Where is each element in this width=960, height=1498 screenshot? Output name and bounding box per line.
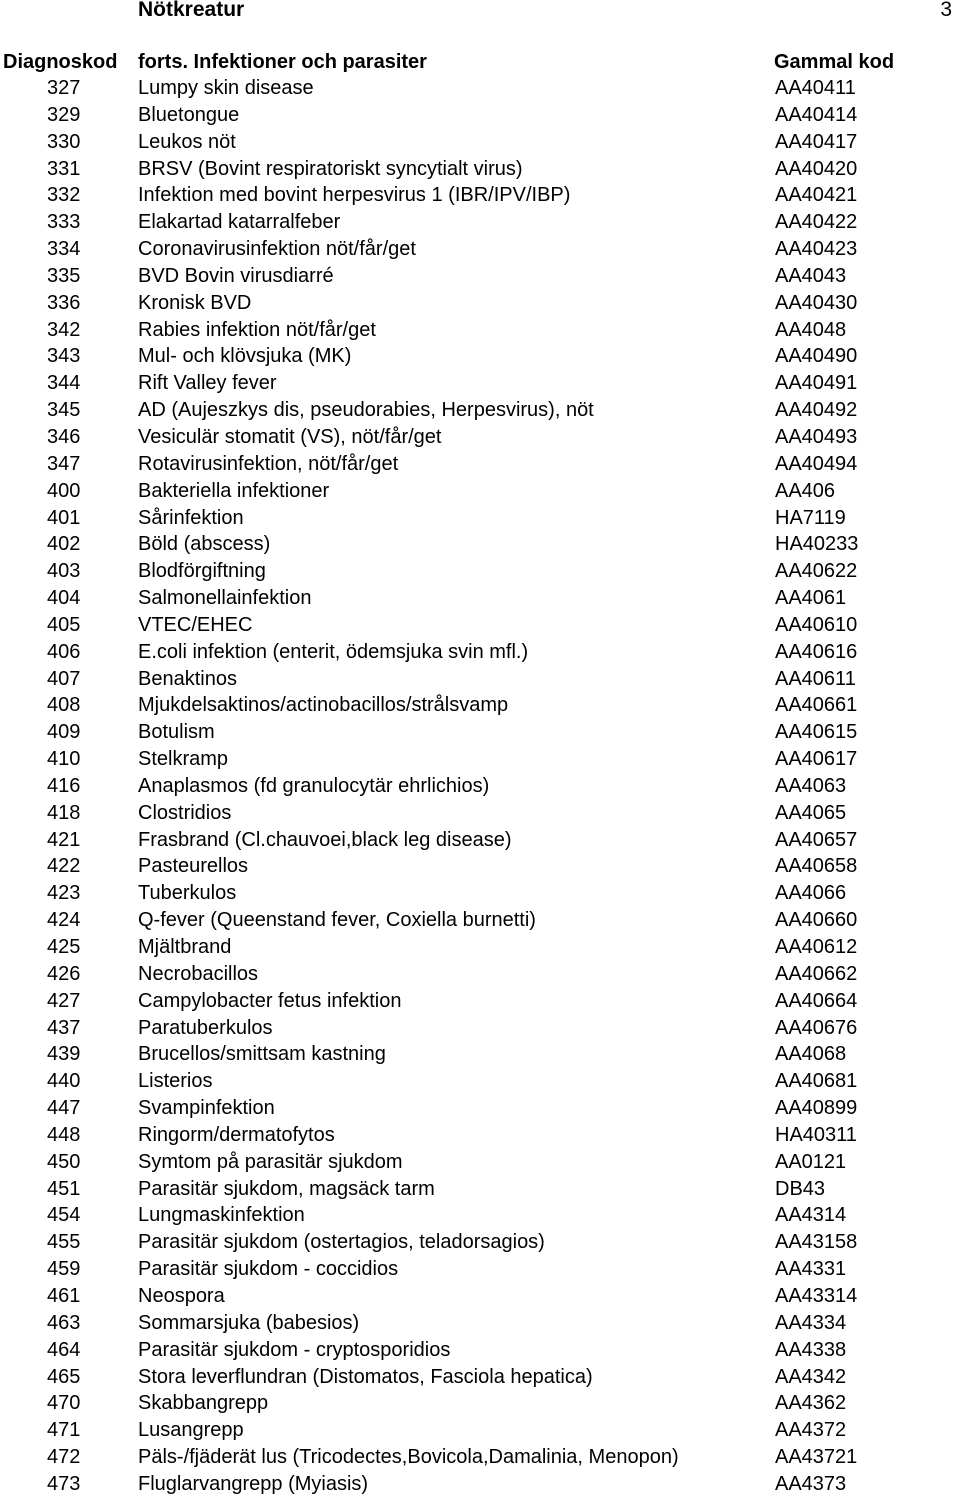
page-title: Nötkreatur xyxy=(138,0,245,21)
table-row xyxy=(0,1256,960,1283)
table-row xyxy=(0,1471,960,1498)
diagnosis-description: Stora leverflundran (Distomatos, Fasciola hepatica) xyxy=(138,1365,593,1388)
diagnosis-code: 459 xyxy=(47,1258,81,1281)
diagnosis-description: Brucellos/smittsam kastning xyxy=(138,1043,386,1066)
table-row xyxy=(0,317,960,344)
diagnosis-code: 404 xyxy=(47,587,81,610)
diagnosis-code: 418 xyxy=(47,801,81,824)
diagnosis-code: 342 xyxy=(47,318,81,341)
diagnosis-code: 470 xyxy=(47,1392,81,1415)
diagnosis-code: 421 xyxy=(47,828,81,851)
table-row xyxy=(0,343,960,370)
diagnosis-description: Tuberkulos xyxy=(138,882,237,905)
diagnosis-description: Bluetongue xyxy=(138,103,240,126)
diagnosis-description: Rotavirusinfektion, nöt/får/get xyxy=(138,452,399,475)
diagnosis-code: 465 xyxy=(47,1365,81,1388)
diagnosis-code: 406 xyxy=(47,640,81,663)
diagnosis-code: 331 xyxy=(47,157,81,180)
table-row xyxy=(0,1068,960,1095)
old-code: AA40494 xyxy=(775,452,858,475)
table-row xyxy=(0,800,960,827)
diagnosis-description: Vesiculär stomatit (VS), nöt/får/get xyxy=(138,425,442,448)
old-code: AA0121 xyxy=(775,1150,847,1173)
old-code: AA40417 xyxy=(775,130,858,153)
table-row xyxy=(0,988,960,1015)
old-code: AA40660 xyxy=(775,909,858,932)
diagnosis-code: 401 xyxy=(47,506,81,529)
diagnosis-description: Anaplasmos (fd granulocytär ehrlichios) xyxy=(138,774,490,797)
old-code: AA4065 xyxy=(775,801,847,824)
diagnosis-code: 427 xyxy=(47,989,81,1012)
table-row xyxy=(0,1229,960,1256)
column-header-code: Diagnoskod xyxy=(3,51,118,73)
diagnosis-code: 336 xyxy=(47,291,81,314)
diagnosis-description: Parasitär sjukdom, magsäck tarm xyxy=(138,1177,435,1200)
diagnosis-code: 473 xyxy=(47,1472,81,1495)
old-code: AA40423 xyxy=(775,238,858,261)
diagnosis-code: 403 xyxy=(47,560,81,583)
diagnosis-description: Sommarsjuka (babesios) xyxy=(138,1311,360,1334)
diagnosis-code: 327 xyxy=(47,77,81,99)
diagnosis-description: AD (Aujeszkys dis, pseudorabies, Herpesvirus), nöt xyxy=(138,399,594,422)
diagnosis-code: 400 xyxy=(47,479,81,502)
old-code: AA4048 xyxy=(775,318,847,341)
table-row xyxy=(0,263,960,290)
diagnosis-description: Svampinfektion xyxy=(138,1097,275,1120)
diagnosis-code: 461 xyxy=(47,1284,81,1307)
old-code: AA4362 xyxy=(775,1392,847,1415)
table-row xyxy=(0,907,960,934)
old-code: AA40411 xyxy=(775,77,856,99)
old-code: AA4043 xyxy=(775,264,847,287)
table-row xyxy=(0,505,960,532)
diagnosis-description: Böld (abscess) xyxy=(138,533,271,556)
old-code: AA40422 xyxy=(775,211,858,234)
old-code: AA4063 xyxy=(775,774,847,797)
table-row xyxy=(0,719,960,746)
diagnosis-code: 410 xyxy=(47,748,81,771)
diagnosis-description: Pasteurellos xyxy=(138,855,249,878)
diagnosis-code: 347 xyxy=(47,452,81,475)
old-code: AA4314 xyxy=(775,1204,847,1227)
diagnosis-code: 423 xyxy=(47,882,81,905)
diagnosis-description: E.coli infektion (enterit, ödemsjuka svin mfl.) xyxy=(138,640,529,663)
diagnosis-description: Neospora xyxy=(138,1284,225,1307)
diagnosis-code: 472 xyxy=(47,1446,81,1469)
table-row xyxy=(0,773,960,800)
table-row xyxy=(0,209,960,236)
old-code: HA40311 xyxy=(775,1123,857,1146)
old-code: AA40622 xyxy=(775,560,858,583)
diagnosis-description: BVD Bovin virusdiarré xyxy=(138,264,334,287)
old-code: AA40658 xyxy=(775,855,858,878)
diagnosis-code: 345 xyxy=(47,399,81,422)
diagnosis-code: 402 xyxy=(47,533,81,556)
diagnosis-description: Parasitär sjukdom - coccidios xyxy=(138,1258,399,1281)
diagnosis-description: Ringorm/dermatofytos xyxy=(138,1123,335,1146)
old-code: AA40664 xyxy=(775,989,858,1012)
diagnosis-code: 463 xyxy=(47,1311,81,1334)
table-row xyxy=(0,129,960,156)
table-row xyxy=(0,692,960,719)
table-row xyxy=(0,290,960,317)
diagnosis-description: Stelkramp xyxy=(138,748,229,771)
diagnosis-code: 450 xyxy=(47,1150,81,1173)
table-row xyxy=(0,666,960,693)
diagnosis-description: Rift Valley fever xyxy=(138,372,277,395)
table-row xyxy=(0,585,960,612)
diagnosis-description: Päls-/fjäderät lus (Tricodectes,Bovicola,Damalinia, Menopon) xyxy=(138,1446,679,1469)
column-header-description: forts. Infektioner och parasiter xyxy=(138,51,427,73)
old-code: AA4331 xyxy=(775,1258,847,1281)
diagnosis-description: Lungmaskinfektion xyxy=(138,1204,305,1227)
old-code: AA40681 xyxy=(775,1070,858,1093)
old-code: AA4066 xyxy=(775,882,847,905)
old-code: AA43158 xyxy=(775,1231,858,1254)
old-code: AA40615 xyxy=(775,721,858,744)
diagnosis-code: 344 xyxy=(47,372,81,395)
diagnosis-description: Mjältbrand xyxy=(138,936,232,958)
old-code: AA40616 xyxy=(775,640,858,663)
old-code: AA40421 xyxy=(775,184,858,207)
diagnosis-table xyxy=(0,75,960,1498)
diagnosis-code: 332 xyxy=(47,184,81,207)
table-row xyxy=(0,1337,960,1364)
old-code: AA40612 xyxy=(775,936,858,958)
old-code: AA4373 xyxy=(775,1472,847,1495)
diagnosis-code: 426 xyxy=(47,962,81,985)
table-row xyxy=(0,612,960,639)
old-code: AA40662 xyxy=(775,962,858,985)
table-row xyxy=(0,1149,960,1176)
old-code: AA4372 xyxy=(775,1419,847,1442)
table-row xyxy=(0,961,960,988)
diagnosis-description: Kronisk BVD xyxy=(138,291,252,314)
diagnosis-code: 464 xyxy=(47,1338,81,1361)
old-code: AA40617 xyxy=(775,748,858,771)
diagnosis-description: Lumpy skin disease xyxy=(138,77,314,99)
page-number: 3 xyxy=(940,0,952,21)
old-code: AA43721 xyxy=(775,1446,858,1469)
diagnosis-code: 439 xyxy=(47,1043,81,1066)
diagnosis-description: Campylobacter fetus infektion xyxy=(138,989,402,1012)
table-row xyxy=(0,182,960,209)
diagnosis-description: Bakteriella infektioner xyxy=(138,479,330,502)
diagnosis-code: 333 xyxy=(47,211,81,234)
diagnosis-code: 335 xyxy=(47,264,81,287)
table-row xyxy=(0,1390,960,1417)
old-code: AA40492 xyxy=(775,399,858,422)
diagnosis-code: 424 xyxy=(47,909,81,932)
table-row xyxy=(0,531,960,558)
old-code: AA43314 xyxy=(775,1284,858,1307)
diagnosis-code: 471 xyxy=(47,1419,81,1442)
table-row xyxy=(0,370,960,397)
diagnosis-description: Mul- och klövsjuka (MK) xyxy=(138,345,352,368)
table-row xyxy=(0,1310,960,1337)
table-row xyxy=(0,827,960,854)
table-row xyxy=(0,451,960,478)
diagnosis-description: Blodförgiftning xyxy=(138,560,266,583)
table-row xyxy=(0,1417,960,1444)
diagnosis-code: 454 xyxy=(47,1204,81,1227)
diagnosis-code: 409 xyxy=(47,721,81,744)
table-row xyxy=(0,853,960,880)
table-row xyxy=(0,1122,960,1149)
diagnosis-code: 329 xyxy=(47,103,81,126)
table-row xyxy=(0,1095,960,1122)
diagnosis-description: BRSV (Bovint respiratoriskt syncytialt virus) xyxy=(138,157,523,180)
table-row xyxy=(0,639,960,666)
diagnosis-code: 407 xyxy=(47,667,81,690)
old-code: AA40657 xyxy=(775,828,858,851)
diagnosis-description: Parasitär sjukdom - cryptosporidios xyxy=(138,1338,451,1361)
table-row xyxy=(0,1015,960,1042)
diagnosis-code: 408 xyxy=(47,694,81,717)
diagnosis-description: Frasbrand (Cl.chauvoei,black leg disease) xyxy=(138,828,512,851)
diagnosis-code: 448 xyxy=(47,1123,81,1146)
table-row xyxy=(0,102,960,129)
diagnosis-code: 346 xyxy=(47,425,81,448)
diagnosis-description: Botulism xyxy=(138,721,215,744)
table-row xyxy=(0,397,960,424)
table-header xyxy=(0,49,960,75)
column-header-old-code: Gammal kod xyxy=(774,51,895,73)
diagnosis-description: VTEC/EHEC xyxy=(138,613,253,636)
old-code: AA406 xyxy=(775,479,836,502)
old-code: AA4334 xyxy=(775,1311,847,1334)
old-code: HA7119 xyxy=(775,506,846,529)
table-row xyxy=(0,478,960,505)
diagnosis-code: 437 xyxy=(47,1016,81,1039)
table-row xyxy=(0,236,960,263)
diagnosis-description: Rabies infektion nöt/får/get xyxy=(138,318,376,341)
diagnosis-code: 334 xyxy=(47,238,81,261)
diagnosis-description: Listerios xyxy=(138,1070,213,1093)
diagnosis-description: Coronavirusinfektion nöt/får/get xyxy=(138,238,416,261)
table-row xyxy=(0,880,960,907)
diagnosis-description: Elakartad katarralfeber xyxy=(138,211,341,234)
diagnosis-code: 405 xyxy=(47,613,81,636)
table-row xyxy=(0,1444,960,1471)
table-row xyxy=(0,1283,960,1310)
old-code: AA4061 xyxy=(775,587,847,610)
table-row xyxy=(0,156,960,183)
old-code: AA40491 xyxy=(775,372,858,395)
diagnosis-description: Parasitär sjukdom (ostertagios, teladorsagios) xyxy=(138,1231,545,1254)
old-code: AA4068 xyxy=(775,1043,847,1066)
table-row xyxy=(0,1041,960,1068)
diagnosis-description: Fluglarvangrepp (Myiasis) xyxy=(138,1472,369,1495)
diagnosis-description: Skabbangrepp xyxy=(138,1392,269,1415)
old-code: AA40493 xyxy=(775,425,858,448)
diagnosis-description: Benaktinos xyxy=(138,667,237,690)
diagnosis-code: 330 xyxy=(47,130,81,153)
diagnosis-code: 343 xyxy=(47,345,81,368)
old-code: AA40676 xyxy=(775,1016,858,1039)
diagnosis-code: 425 xyxy=(47,936,81,958)
old-code: AA40610 xyxy=(775,613,858,636)
diagnosis-description: Clostridios xyxy=(138,801,232,824)
diagnosis-code: 416 xyxy=(47,774,81,797)
diagnosis-description: Leukos nöt xyxy=(138,130,236,153)
old-code: DB43 xyxy=(775,1177,826,1200)
table-row xyxy=(0,746,960,773)
old-code: AA4338 xyxy=(775,1338,847,1361)
diagnosis-description: Q-fever (Queenstand fever, Coxiella burnetti) xyxy=(138,909,536,932)
old-code: AA4342 xyxy=(775,1365,847,1388)
old-code: AA40420 xyxy=(775,157,858,180)
diagnosis-code: 422 xyxy=(47,855,81,878)
diagnosis-description: Infektion med bovint herpesvirus 1 (IBR/IPV/IBP) xyxy=(138,184,571,207)
diagnosis-code: 455 xyxy=(47,1231,81,1254)
diagnosis-description: Sårinfektion xyxy=(138,506,244,529)
table-row xyxy=(0,934,960,961)
diagnosis-description: Lusangrepp xyxy=(138,1419,244,1442)
diagnosis-description: Paratuberkulos xyxy=(138,1016,273,1039)
diagnosis-description: Symtom på parasitär sjukdom xyxy=(138,1150,403,1173)
old-code: HA40233 xyxy=(775,533,859,556)
old-code: AA40611 xyxy=(775,667,856,690)
old-code: AA40414 xyxy=(775,103,858,126)
table-row xyxy=(0,75,960,102)
table-row xyxy=(0,1202,960,1229)
diagnosis-description: Mjukdelsaktinos/actinobacillos/strålsvamp xyxy=(138,694,509,717)
diagnosis-description: Salmonellainfektion xyxy=(138,587,312,610)
diagnosis-code: 447 xyxy=(47,1097,81,1120)
table-row xyxy=(0,1364,960,1391)
old-code: AA40430 xyxy=(775,291,858,314)
old-code: AA40899 xyxy=(775,1097,858,1120)
diagnosis-description: Necrobacillos xyxy=(138,962,259,985)
old-code: AA40661 xyxy=(775,694,858,717)
table-row xyxy=(0,558,960,585)
old-code: AA40490 xyxy=(775,345,858,368)
diagnosis-code: 451 xyxy=(47,1177,81,1200)
diagnosis-code: 440 xyxy=(47,1070,81,1093)
table-row xyxy=(0,424,960,451)
table-row xyxy=(0,1176,960,1203)
